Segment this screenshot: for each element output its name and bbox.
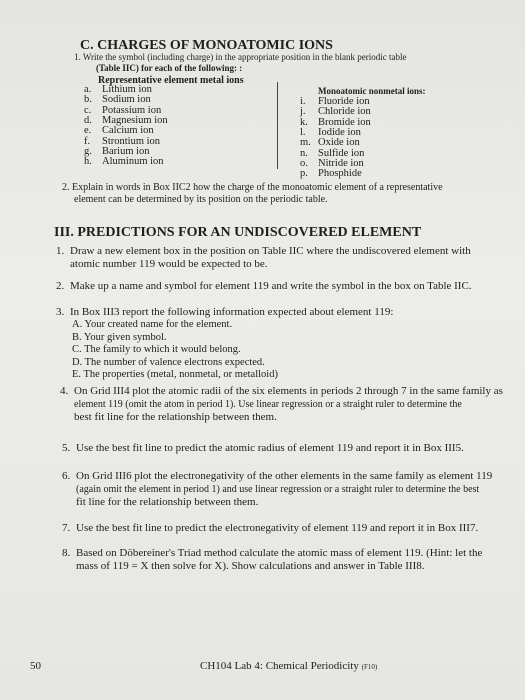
question-number: 2. [56,280,65,292]
q1-line1: 1. Write the symbol (including charge) in the appropriate position in the blank periodic table [74,52,407,62]
item-letter: f. [84,135,91,147]
item-text: Chloride ion [318,106,371,118]
question-line: mass of 119 = X then solve for X). Show calculations and answer in Table III8. [76,560,425,572]
lab-code: (F10) [361,663,378,671]
question-number: 6. [62,470,71,482]
question-line: Based on Döbereiner's Triad method calculate the atomic mass of element 119. (Hint: let the [76,547,483,559]
item-text: Lithium ion [102,84,152,95]
item-letter: h. [84,156,92,168]
item-letter: b. [84,94,92,106]
list-item [84,156,164,168]
item-text: Calcium ion [102,125,154,137]
item-text: Sulfide ion [318,147,365,159]
q3-sub-item: D. The number of valence electrons expected. [72,356,265,368]
question-line: element 119 (omit the atom in period 1). Use linear regression or a straight ruler to determine the [74,399,462,410]
question-line: Use the best fit line to predict the electronegativity of element 119 and report it in Box III7. [76,522,479,534]
question-line: Draw a new element box in the position on Table IIC where the undiscovered element with [70,245,471,257]
column-divider [277,82,278,169]
section-iii-heading: III. PREDICTIONS FOR AN UNDISCOVERED ELEMENT [54,225,422,240]
question-line: Use the best fit line to predict the atomic radius of element 119 and report it in Box III5. [76,442,464,454]
q3-sub-item: B. Your given symbol. [72,331,167,343]
question-number: 4. [60,385,69,397]
q3-sub-item: A. Your created name for the element. [72,319,233,330]
item-letter: m. [300,137,311,149]
q1-line2: (Table IIC) for each of the following: : [96,63,243,73]
page-number: 50 [30,660,41,672]
question-line: atomic number 119 would be expected to be. [70,258,268,270]
item-letter: l. [300,126,306,138]
q2-line1: 2. Explain in words in Box IIC2 how the charge of the monoatomic element of a representative [62,182,443,193]
item-letter: j. [300,106,306,118]
metal-ions-header: Representative element metal ions [98,75,244,86]
nonmetal-ions-header: Monoatomic nonmetal ions: [318,86,426,96]
list-item [300,168,362,180]
item-text: Potassium ion [102,104,162,116]
item-text: Fluoride ion [318,96,370,107]
item-text: Aluminum ion [102,156,164,168]
item-text: Sodium ion [102,94,151,106]
question-number: 1. [56,245,65,257]
question-line: On Grid III4 plot the atomic radii of the six elements in periods 2 through 7 in the same family as [74,385,503,397]
item-letter: k. [300,116,308,128]
item-letter: a. [84,84,92,95]
question-line: best fit line for the relationship between them. [74,411,277,423]
question-line: (again omit the element in period 1) and use linear regression or a straight ruler to determine the best [76,484,480,495]
question-line: On Grid III6 plot the electronegativity of the other elements in the same family as element 119 [76,470,493,482]
item-letter: p. [300,168,308,180]
question-number: 8. [62,547,71,559]
q2-line2: element can be determined by its position on the periodic table. [74,194,328,205]
question-line: Make up a name and symbol for element 119 and write the symbol in the box on Table IIC. [70,280,472,292]
item-text: Oxide ion [318,137,360,149]
question-line: fit line for the relationship between them. [76,496,259,508]
item-letter: c. [84,104,92,116]
item-text: Barium ion [102,145,150,157]
section-c-heading: C. CHARGES OF MONOATOMIC IONS [80,38,333,53]
item-text: Nitride ion [318,157,364,169]
item-text: Phosphide [318,168,362,180]
question-number: 7. [62,522,71,534]
lab-title: CH104 Lab 4: Chemical Periodicity [200,660,359,672]
question-number: 3. [56,306,65,318]
question-number: 5. [62,442,71,454]
item-letter: n. [300,147,308,159]
q3-sub-item: C. The family to which it would belong. [72,344,241,355]
item-letter: d. [84,114,92,126]
item-text: Iodide ion [318,126,361,138]
item-letter: g. [84,145,92,157]
item-letter: o. [300,157,308,169]
item-text: Strontium ion [102,135,161,147]
item-text: Bromide ion [318,116,371,128]
item-text: Magnesium ion [102,114,168,126]
item-letter: i. [300,96,306,107]
footer-lab-title [200,660,377,672]
question-line: In Box III3 report the following information expected about element 119: [70,306,394,318]
item-letter: e. [84,125,92,137]
q3-sub-item: E. The properties (metal, nonmetal, or metalloid) [72,369,278,380]
